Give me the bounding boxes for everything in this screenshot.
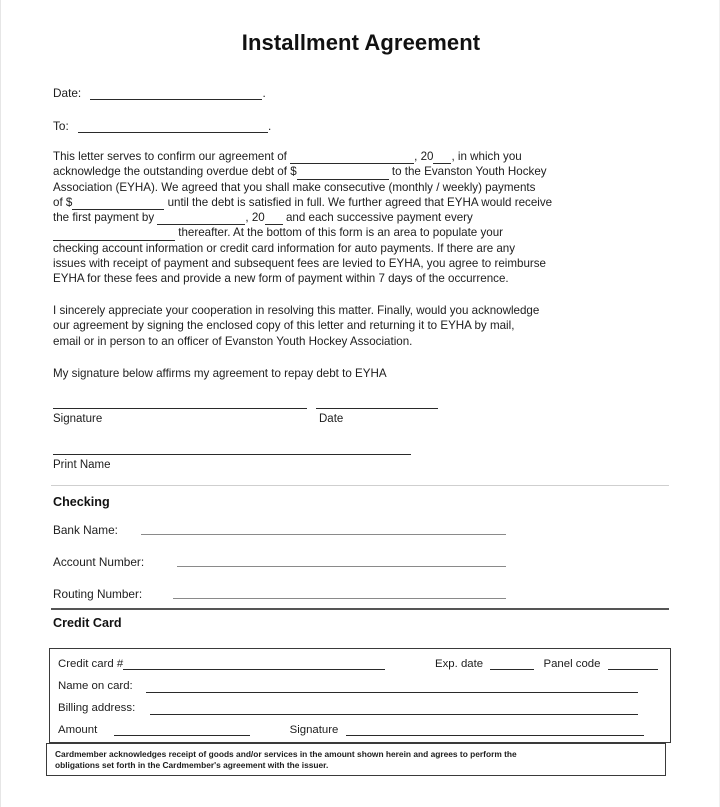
panel-code-label: Panel code: [543, 658, 601, 670]
overdue-debt-blank[interactable]: [297, 168, 389, 180]
date-line[interactable]: [316, 408, 438, 409]
account-number-label: Account Number:: [53, 555, 145, 569]
signature-line[interactable]: [53, 408, 307, 409]
agreement-year-blank[interactable]: [433, 152, 451, 164]
payment-amount-blank[interactable]: [72, 198, 164, 210]
paragraph-1-line-1: [53, 149, 661, 164]
name-on-card-row: [58, 680, 133, 692]
bank-name-input[interactable]: [141, 534, 506, 535]
exp-date-row: [435, 658, 658, 670]
p1-l5-text-a: the first payment by: [53, 211, 158, 225]
paragraph-1-line-4: [53, 195, 661, 210]
routing-number-row: [53, 587, 142, 601]
credit-card-number-input[interactable]: [123, 658, 385, 670]
credit-card-number-label: Credit card #: [58, 658, 124, 670]
bank-name-row: [53, 523, 118, 537]
to-field-label: To:: [53, 119, 69, 133]
name-on-card-input[interactable]: [146, 692, 638, 693]
paragraph-1-line-2: [53, 164, 661, 179]
first-payment-date-blank[interactable]: [157, 213, 245, 225]
credit-card-signature-label: Signature: [289, 724, 339, 736]
paragraph-2-line-3: email or in person to an officer of Evanston Youth Hockey Association.: [53, 334, 413, 348]
bank-name-label: Bank Name:: [53, 523, 118, 537]
agreement-date-blank[interactable]: [290, 152, 414, 164]
to-field-row: [53, 119, 271, 133]
panel-code-input[interactable]: [608, 658, 658, 670]
p1-l6-text-b: thereafter. At the bottom of this form is an area to populate your: [175, 226, 504, 240]
p1-l1-text-b: , 20: [414, 150, 434, 163]
p1-l2-text-b: to the Evanston Youth Hockey: [388, 165, 547, 179]
date-caption: Date: [319, 413, 344, 425]
paragraph-1-line-9: EYHA for these fees and provide a new form of payment within 7 days of the occurrence.: [53, 272, 509, 286]
billing-address-label: Billing address:: [58, 702, 136, 714]
paragraph-3-line-1: My signature below affirms my agreement to repay debt to EYHA: [53, 367, 387, 380]
amount-input[interactable]: [114, 724, 250, 736]
print-name-caption: Print Name: [53, 459, 111, 471]
p1-l5-text-b: , 20: [245, 211, 265, 225]
agreement-paragraph-3: [53, 366, 661, 381]
to-field-input[interactable]: [78, 121, 268, 133]
credit-card-box: [49, 648, 671, 743]
agreement-paragraph-2: [53, 303, 661, 349]
routing-number-label: Routing Number:: [53, 587, 143, 601]
checking-section-divider-top: [51, 485, 669, 486]
exp-date-label: Exp. date: [435, 658, 484, 670]
checking-section-heading: Checking: [53, 495, 110, 509]
fine-print-text: [55, 749, 655, 770]
paragraph-2-line-2: our agreement by signing the enclosed copy of this letter and returning it to EYHA by mail,: [53, 319, 515, 333]
print-name-line[interactable]: [53, 454, 411, 455]
date-field-label: Date:: [53, 86, 82, 100]
page-title: Installment Agreement: [241, 30, 481, 55]
account-number-input[interactable]: [177, 566, 506, 567]
credit-card-section-heading: Credit Card: [53, 616, 122, 630]
p1-l1-text-a: This letter serves to confirm our agreement of: [53, 150, 291, 163]
fine-print-line-1: Cardmember acknowledges receipt of goods and/or services in the amount shown herein and agrees to perform the: [55, 749, 517, 759]
p1-l4-text-a: of $: [53, 195, 73, 209]
paragraph-1-line-3: Association (EYHA). We agreed that you shall make consecutive (monthly / weekly) payments: [53, 180, 536, 194]
credit-card-section-divider-top: [51, 608, 669, 610]
p1-l2-text-a: acknowledge the outstanding overdue debt of $: [53, 165, 297, 179]
paragraph-1-line-8: issues with receipt of payment and subsequent fees are levied to EYHA, you agree to reimburse: [53, 257, 547, 271]
payment-frequency-blank[interactable]: [53, 229, 175, 241]
paragraph-1-line-7: checking account information or credit card information for auto payments. If there are any: [53, 241, 516, 255]
p1-l1-text-c: , in which you: [451, 150, 522, 163]
fine-print-line-2: obligations set forth in the Cardmember's agreement with the issuer.: [55, 759, 329, 770]
account-number-row: [53, 555, 144, 569]
fine-print-box: [46, 743, 666, 776]
signature-caption: Signature: [53, 413, 103, 425]
to-field-trailing: .: [268, 119, 272, 133]
credit-card-signature-input[interactable]: [346, 724, 644, 736]
exp-date-input[interactable]: [490, 658, 534, 670]
paragraph-1-line-6: [53, 225, 661, 240]
date-field-trailing: .: [262, 86, 266, 100]
billing-address-row: [58, 702, 135, 714]
p1-l5-text-c: and each successive payment every: [282, 211, 473, 225]
billing-address-input[interactable]: [150, 714, 638, 715]
credit-card-number-row: [58, 658, 385, 670]
date-field-input[interactable]: [90, 88, 262, 100]
p1-l4-text-b: until the debt is satisfied in full. We further agreed that EYHA would receive: [164, 195, 553, 209]
routing-number-input[interactable]: [173, 598, 506, 599]
paragraph-2-line-1: I sincerely appreciate your cooperation in resolving this matter. Finally, would you acknowledge: [53, 304, 540, 317]
date-field-row: [53, 86, 266, 100]
paragraph-1-line-5: [53, 210, 661, 225]
amount-row: [58, 724, 644, 736]
name-on-card-label: Name on card:: [58, 680, 133, 692]
first-payment-year-blank[interactable]: [265, 213, 283, 225]
agreement-paragraph-1: [53, 149, 661, 287]
amount-label: Amount: [58, 724, 98, 736]
